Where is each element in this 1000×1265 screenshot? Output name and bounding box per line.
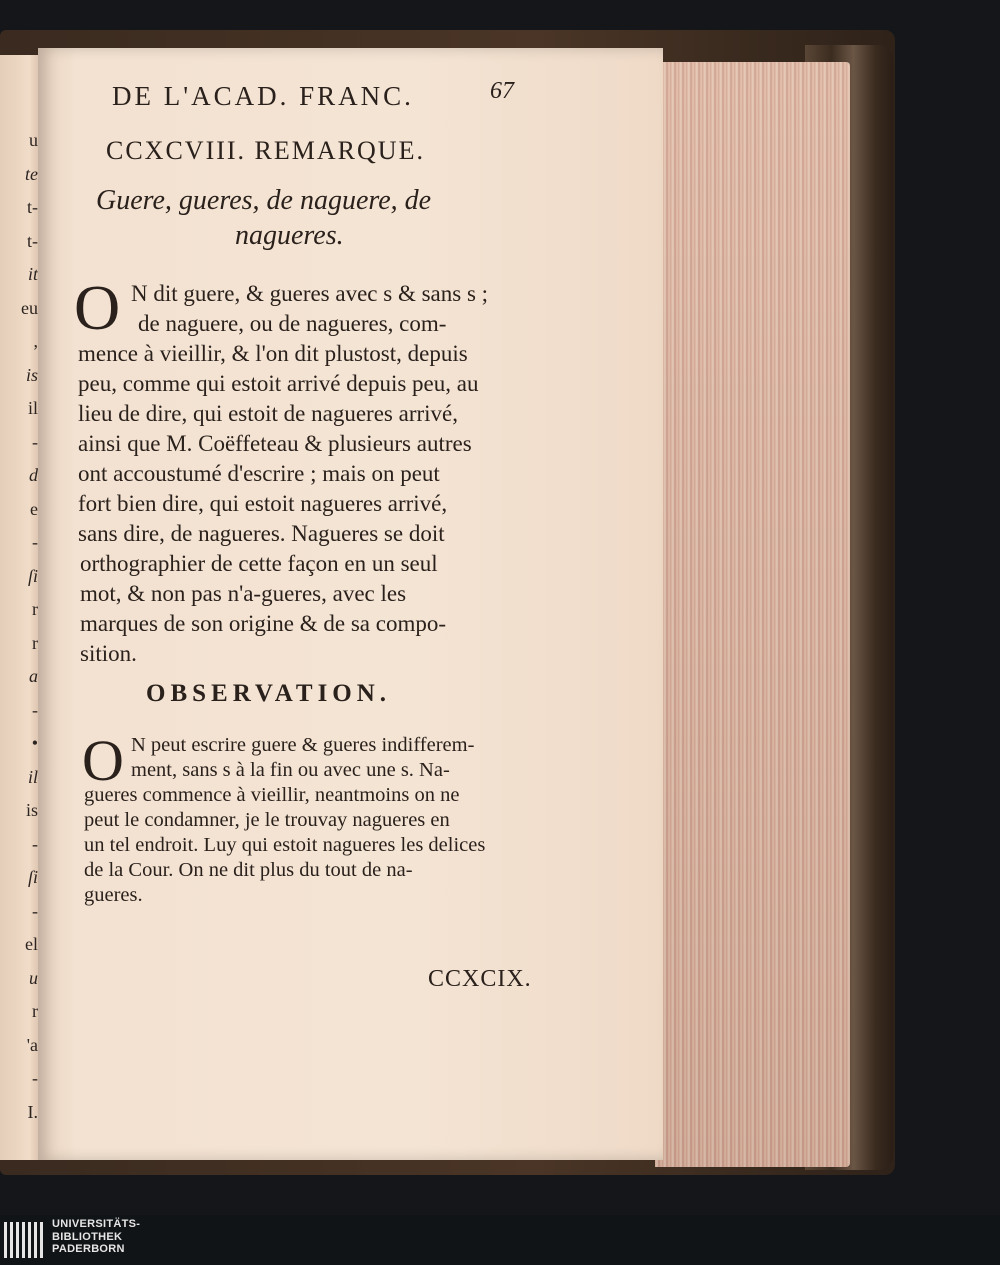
observation-line: N peut escrire guere & gueres indifferem- xyxy=(131,734,475,756)
observation-line: de la Cour. On ne dit plus du tout de na- xyxy=(84,859,413,881)
left-page-fragment: il xyxy=(27,766,38,787)
left-page-fragment: t- xyxy=(27,230,38,251)
remark-line: N dit guere, & gueres avec s & sans s ; xyxy=(131,281,489,306)
catchword: CCXCIX. xyxy=(428,966,532,992)
library-name-line: BIBLIOTHEK xyxy=(52,1230,123,1243)
remark-line: ainsi que M. Coëffeteau & plusieurs autres xyxy=(78,431,472,456)
remark-line: peu, comme qui estoit arrivé depuis peu, au xyxy=(78,371,479,396)
left-page-fragment: u xyxy=(29,130,38,150)
left-page-fragment: el xyxy=(25,934,38,954)
left-page-fragment: r xyxy=(32,1001,38,1021)
page-block-edges xyxy=(655,62,850,1167)
left-page-fragment: it xyxy=(27,264,38,284)
remark-line: ont accoustumé d'escrire ; mais on peut xyxy=(78,461,440,486)
left-page-fragment: is xyxy=(25,364,38,385)
left-page-edge xyxy=(0,55,42,1160)
library-name-line: PADERBORN xyxy=(52,1243,125,1255)
left-page-fragment: - xyxy=(32,1068,38,1088)
left-page-fragment: is xyxy=(25,800,38,820)
left-page-fragment: eu xyxy=(21,297,38,318)
observation-heading: OBSERVATION. xyxy=(146,680,392,707)
remark-line: sition. xyxy=(80,641,137,666)
left-page-fragment: • xyxy=(31,733,38,753)
remark-line: orthographier de cette façon en un seul xyxy=(80,551,438,576)
remark-line: marques de son origine & de sa compo- xyxy=(80,611,446,636)
running-head: DE L'ACAD. FRANC. xyxy=(112,81,414,111)
left-page-fragment: u xyxy=(29,967,38,988)
left-page-fragment: ſi xyxy=(27,867,38,887)
left-page-fragment: t- xyxy=(27,197,38,217)
remark-line: fort bien dire, qui estoit nagueres arrivé, xyxy=(78,491,448,516)
left-page-fragment: - xyxy=(32,699,38,720)
remark-line: mot, & non pas n'a-gueres, avec les xyxy=(80,581,407,606)
left-page-fragment: te xyxy=(25,163,38,184)
remark-line: mence à vieillir, & l'on dit plustost, depuis xyxy=(78,341,468,366)
observation-line: un tel endroit. Luy qui estoit nagueres les delices xyxy=(84,834,486,856)
left-page-fragment: - xyxy=(32,431,38,452)
remark-line: sans dire, de nagueres. Nagueres se doit xyxy=(78,521,445,546)
left-page-fragment: a xyxy=(29,666,38,686)
observation-line: gueres commence à vieillir, neantmoins on ne xyxy=(84,784,460,806)
remark-drop-cap: O xyxy=(74,272,121,343)
observation-drop-cap: O xyxy=(82,728,124,793)
left-page-fragment: 'a xyxy=(26,1034,38,1055)
left-page-fragment: e xyxy=(30,498,38,519)
remark-line: lieu de dire, qui estoit de nagueres arrivé, xyxy=(78,401,458,426)
left-page-fragment: d xyxy=(29,465,38,485)
library-footer xyxy=(0,1215,1000,1265)
remark-line: de naguere, ou de nagueres, com- xyxy=(138,311,447,336)
left-page-fragment: r xyxy=(32,632,38,653)
left-page-fragment: , xyxy=(33,331,38,351)
library-name-line: UNIVERSITÄTS- xyxy=(52,1218,141,1230)
remark-subtitle-line-2: nagueres. xyxy=(235,220,344,251)
book-page xyxy=(38,48,663,1160)
remark-subtitle-line-1: Guere, gueres, de naguere, de xyxy=(96,185,432,216)
left-page-fragment: il xyxy=(27,398,38,418)
page-number: 67 xyxy=(490,78,514,104)
remark-heading: CCXCVIII. REMARQUE. xyxy=(106,136,425,165)
left-page-fragment: - xyxy=(32,532,38,552)
observation-line: ment, sans s à la fin ou avec une s. Na- xyxy=(131,759,450,781)
left-page-fragment: I. xyxy=(27,1101,38,1122)
library-logo-icon xyxy=(4,1222,44,1258)
observation-line: peut le condamner, je le trouvay nagueres en xyxy=(84,809,450,831)
library-name xyxy=(52,1218,140,1256)
left-page-fragment: - xyxy=(32,833,38,854)
left-page-fragment: - xyxy=(32,900,38,921)
left-page-fragment: r xyxy=(32,599,38,619)
observation-line: gueres. xyxy=(84,884,143,906)
left-page-fragment: ſi xyxy=(27,565,38,586)
